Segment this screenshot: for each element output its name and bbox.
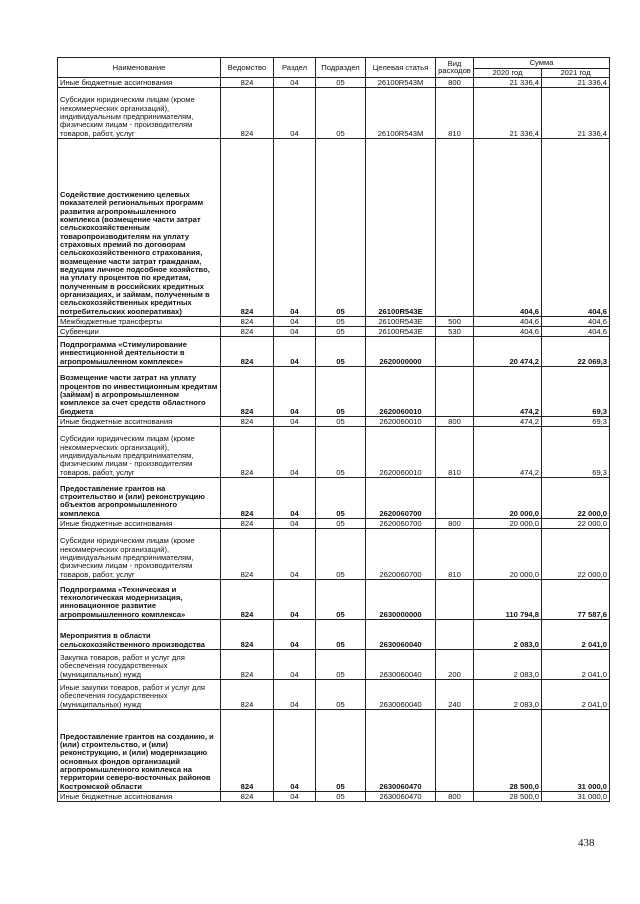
cell-target-article: 2620060010 xyxy=(366,416,436,426)
cell-sum-2020: 2 083,0 xyxy=(474,649,542,679)
cell-razdel: 04 xyxy=(274,416,316,426)
cell-vedomstvo: 824 xyxy=(221,426,274,477)
cell-sum-2021: 21 336,4 xyxy=(542,77,610,87)
cell-sum-2020: 20 000,0 xyxy=(474,518,542,528)
table-row xyxy=(58,326,610,336)
cell-target-article: 2630060040 xyxy=(366,679,436,709)
cell-podrazdel: 05 xyxy=(316,138,366,316)
cell-sum-2020: 20 000,0 xyxy=(474,477,542,518)
header-year-2021: 2021 год xyxy=(542,69,610,78)
cell-podrazdel: 05 xyxy=(316,326,366,336)
cell-expense-type xyxy=(436,619,474,649)
table-row xyxy=(58,366,610,416)
cell-expense-type: 800 xyxy=(436,77,474,87)
cell-sum-2021: 22 000,0 xyxy=(542,477,610,518)
cell-name: Предоставление грантов на созданию, и (или) строительство, и (или) реконструкцию, и (или) модернизацию основных фондов организаций агропромышленного комплекса на территории северо-восточных районов Костромской области xyxy=(58,709,221,791)
cell-vedomstvo: 824 xyxy=(221,138,274,316)
cell-vedomstvo: 824 xyxy=(221,679,274,709)
table-row xyxy=(58,316,610,326)
table-row xyxy=(58,579,610,619)
cell-razdel: 04 xyxy=(274,316,316,326)
table-body xyxy=(58,77,610,801)
cell-expense-type xyxy=(436,477,474,518)
table-row xyxy=(58,77,610,87)
cell-vedomstvo: 824 xyxy=(221,709,274,791)
cell-target-article: 2620060010 xyxy=(366,426,436,477)
cell-podrazdel: 05 xyxy=(316,426,366,477)
header-expense-type: Вид расходов xyxy=(436,58,474,78)
cell-vedomstvo: 824 xyxy=(221,791,274,801)
cell-podrazdel: 05 xyxy=(316,87,366,138)
cell-name: Субсидии юридическим лицам (кроме некоммерческих организаций), индивидуальным предпринимателям, физическим лицам - производителям товаров, работ, услуг xyxy=(58,87,221,138)
cell-name: Иные бюджетные ассигнования xyxy=(58,416,221,426)
cell-name: Субвенции xyxy=(58,326,221,336)
budget-table xyxy=(57,57,610,802)
cell-expense-type xyxy=(436,579,474,619)
cell-expense-type: 810 xyxy=(436,528,474,579)
cell-name: Подпрограмма «Техническая и технологическая модернизация, инновационное развитие агропромышленного комплекса» xyxy=(58,579,221,619)
cell-target-article: 2620060700 xyxy=(366,518,436,528)
cell-sum-2021: 69,3 xyxy=(542,416,610,426)
cell-podrazdel: 05 xyxy=(316,791,366,801)
cell-sum-2021: 22 000,0 xyxy=(542,528,610,579)
cell-sum-2020: 474,2 xyxy=(474,426,542,477)
cell-razdel: 04 xyxy=(274,791,316,801)
cell-target-article: 2620060700 xyxy=(366,477,436,518)
header-sum: Сумма xyxy=(474,58,610,69)
cell-podrazdel: 05 xyxy=(316,649,366,679)
cell-sum-2020: 21 336,4 xyxy=(474,77,542,87)
cell-sum-2020: 404,6 xyxy=(474,326,542,336)
cell-vedomstvo: 824 xyxy=(221,579,274,619)
cell-sum-2021: 77 587,6 xyxy=(542,579,610,619)
cell-sum-2021: 69,3 xyxy=(542,366,610,416)
cell-name: Возмещение части затрат на уплату процентов по инвестиционным кредитам (займам) в агропромышленном комплексе за счет средств областного бюджета xyxy=(58,366,221,416)
cell-name: Иные бюджетные ассигнования xyxy=(58,791,221,801)
cell-razdel: 04 xyxy=(274,709,316,791)
header-name: Наименование xyxy=(58,58,221,78)
cell-target-article: 2620060010 xyxy=(366,366,436,416)
cell-sum-2021: 21 336,4 xyxy=(542,87,610,138)
cell-podrazdel: 05 xyxy=(316,477,366,518)
cell-vedomstvo: 824 xyxy=(221,416,274,426)
header-year-2020: 2020 год xyxy=(474,69,542,78)
cell-razdel: 04 xyxy=(274,426,316,477)
cell-name: Межбюджетные трансферты xyxy=(58,316,221,326)
cell-vedomstvo: 824 xyxy=(221,336,274,366)
table-row xyxy=(58,518,610,528)
cell-expense-type xyxy=(436,366,474,416)
cell-target-article: 26100R543M xyxy=(366,77,436,87)
cell-podrazdel: 05 xyxy=(316,528,366,579)
cell-expense-type: 810 xyxy=(436,87,474,138)
cell-expense-type: 800 xyxy=(436,791,474,801)
table-row xyxy=(58,138,610,316)
cell-sum-2020: 474,2 xyxy=(474,366,542,416)
cell-sum-2020: 474,2 xyxy=(474,416,542,426)
cell-razdel: 04 xyxy=(274,77,316,87)
cell-expense-type xyxy=(436,709,474,791)
cell-target-article: 26100R543E xyxy=(366,138,436,316)
cell-target-article: 2630060470 xyxy=(366,709,436,791)
cell-name: Предоставление грантов на строительство и (или) реконструкцию объектов агропромышленного комплекса xyxy=(58,477,221,518)
cell-expense-type xyxy=(436,138,474,316)
table-row xyxy=(58,709,610,791)
cell-vedomstvo: 824 xyxy=(221,77,274,87)
cell-podrazdel: 05 xyxy=(316,416,366,426)
header-vedomstvo: Ведомство xyxy=(221,58,274,78)
cell-sum-2021: 404,6 xyxy=(542,316,610,326)
cell-sum-2020: 21 336,4 xyxy=(474,87,542,138)
cell-target-article: 26100R543E xyxy=(366,326,436,336)
cell-expense-type: 500 xyxy=(436,316,474,326)
cell-vedomstvo: 824 xyxy=(221,518,274,528)
cell-razdel: 04 xyxy=(274,326,316,336)
cell-name: Иные закупки товаров, работ и услуг для обеспечения государственных (муниципальных) нужд xyxy=(58,679,221,709)
cell-target-article: 2620000000 xyxy=(366,336,436,366)
cell-target-article: 2630060040 xyxy=(366,619,436,649)
cell-sum-2020: 2 083,0 xyxy=(474,619,542,649)
table-row xyxy=(58,336,610,366)
cell-sum-2021: 2 041,0 xyxy=(542,619,610,649)
cell-expense-type: 200 xyxy=(436,649,474,679)
table-row xyxy=(58,619,610,649)
cell-target-article: 2630060040 xyxy=(366,649,436,679)
cell-razdel: 04 xyxy=(274,649,316,679)
cell-name: Иные бюджетные ассигнования xyxy=(58,77,221,87)
table-row xyxy=(58,528,610,579)
cell-vedomstvo: 824 xyxy=(221,649,274,679)
table-row xyxy=(58,477,610,518)
cell-expense-type: 530 xyxy=(436,326,474,336)
cell-podrazdel: 05 xyxy=(316,336,366,366)
cell-vedomstvo: 824 xyxy=(221,528,274,579)
cell-target-article: 2630060470 xyxy=(366,791,436,801)
cell-vedomstvo: 824 xyxy=(221,87,274,138)
cell-sum-2021: 69,3 xyxy=(542,426,610,477)
cell-podrazdel: 05 xyxy=(316,366,366,416)
cell-vedomstvo: 824 xyxy=(221,477,274,518)
cell-sum-2020: 20 474,2 xyxy=(474,336,542,366)
cell-razdel: 04 xyxy=(274,679,316,709)
cell-podrazdel: 05 xyxy=(316,579,366,619)
page-number: 438 xyxy=(578,837,595,849)
header-target-article: Целевая статья xyxy=(366,58,436,78)
cell-target-article: 2620060700 xyxy=(366,528,436,579)
cell-podrazdel: 05 xyxy=(316,709,366,791)
header-razdel: Раздел xyxy=(274,58,316,78)
cell-target-article: 2630000000 xyxy=(366,579,436,619)
table-row xyxy=(58,87,610,138)
table-row xyxy=(58,679,610,709)
cell-sum-2021: 22 069,3 xyxy=(542,336,610,366)
cell-vedomstvo: 824 xyxy=(221,619,274,649)
cell-expense-type: 800 xyxy=(436,416,474,426)
cell-razdel: 04 xyxy=(274,619,316,649)
cell-sum-2021: 31 000,0 xyxy=(542,709,610,791)
cell-razdel: 04 xyxy=(274,366,316,416)
cell-sum-2020: 28 500,0 xyxy=(474,791,542,801)
cell-name: Подпрограмма «Стимулирование инвестиционной деятельности в агропромышленном комплексе» xyxy=(58,336,221,366)
cell-sum-2020: 404,6 xyxy=(474,316,542,326)
cell-name: Закупка товаров, работ и услуг для обеспечения государственных (муниципальных) нужд xyxy=(58,649,221,679)
table-row xyxy=(58,791,610,801)
cell-expense-type: 240 xyxy=(436,679,474,709)
cell-sum-2020: 110 794,8 xyxy=(474,579,542,619)
cell-target-article: 26100R543E xyxy=(366,316,436,326)
cell-sum-2021: 31 000,0 xyxy=(542,791,610,801)
cell-sum-2021: 2 041,0 xyxy=(542,649,610,679)
header-podrazdel: Подраздел xyxy=(316,58,366,78)
cell-vedomstvo: 824 xyxy=(221,316,274,326)
cell-vedomstvo: 824 xyxy=(221,366,274,416)
cell-podrazdel: 05 xyxy=(316,316,366,326)
cell-podrazdel: 05 xyxy=(316,679,366,709)
cell-sum-2021: 404,6 xyxy=(542,138,610,316)
cell-razdel: 04 xyxy=(274,477,316,518)
cell-razdel: 04 xyxy=(274,87,316,138)
table-row xyxy=(58,426,610,477)
cell-name: Содействие достижению целевых показателей региональных программ развития агропромышленного комплекса (возмещение части затрат сельскохозяйственным товаропроизводителям на уплату страховых премий по договорам сельскохозяйственного страхования, возмещение части затрат гражданам, ведущим личное подсобное хозяйство, на уплату процентов по кредитам, полученным в российских кредитных организациях, и займам, полученным в сельскохозяйственных кредитных потребительских кооперативах) xyxy=(58,138,221,316)
cell-razdel: 04 xyxy=(274,518,316,528)
cell-expense-type: 810 xyxy=(436,426,474,477)
cell-razdel: 04 xyxy=(274,579,316,619)
cell-sum-2020: 2 083,0 xyxy=(474,679,542,709)
cell-podrazdel: 05 xyxy=(316,619,366,649)
cell-sum-2020: 20 000,0 xyxy=(474,528,542,579)
cell-sum-2020: 28 500,0 xyxy=(474,709,542,791)
cell-sum-2021: 2 041,0 xyxy=(542,679,610,709)
cell-target-article: 26100R543M xyxy=(366,87,436,138)
table-row xyxy=(58,416,610,426)
cell-sum-2021: 404,6 xyxy=(542,326,610,336)
cell-expense-type: 800 xyxy=(436,518,474,528)
cell-vedomstvo: 824 xyxy=(221,326,274,336)
cell-sum-2021: 22 000,0 xyxy=(542,518,610,528)
cell-podrazdel: 05 xyxy=(316,77,366,87)
cell-name: Субсидии юридическим лицам (кроме некоммерческих организаций), индивидуальным предпринимателям, физическим лицам - производителям товаров, работ, услуг xyxy=(58,426,221,477)
cell-name: Иные бюджетные ассигнования xyxy=(58,518,221,528)
cell-sum-2020: 404,6 xyxy=(474,138,542,316)
cell-razdel: 04 xyxy=(274,138,316,316)
table-row xyxy=(58,649,610,679)
cell-razdel: 04 xyxy=(274,528,316,579)
cell-name: Субсидии юридическим лицам (кроме некоммерческих организаций), индивидуальным предпринимателям, физическим лицам - производителям товаров, работ, услуг xyxy=(58,528,221,579)
cell-podrazdel: 05 xyxy=(316,518,366,528)
cell-expense-type xyxy=(436,336,474,366)
cell-name: Мероприятия в области сельскохозяйственного производства xyxy=(58,619,221,649)
cell-razdel: 04 xyxy=(274,336,316,366)
